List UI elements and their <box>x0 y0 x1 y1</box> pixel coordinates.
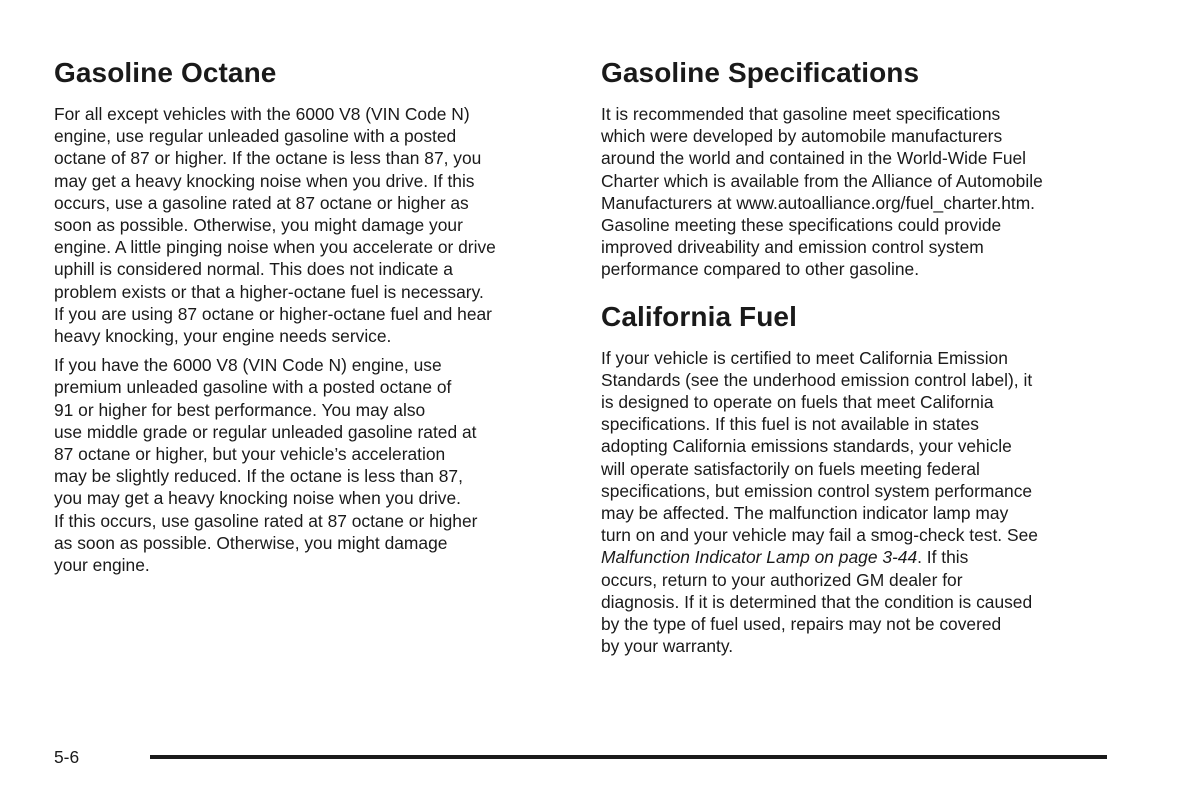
octane-paragraph-2: If you have the 6000 V8 (VIN Code N) engine, use premium unleaded gasoline with a posted octane of 91 or higher for best performance. You may also use middle grade or regular unleaded gasoline rated at 87 octane or higher, but your vehicle’s acceleration may be slightly reduced. If the octane is less than 87, you may get a heavy knocking noise when you drive. If this occurs, use gasoline rated at 87 octane or higher as soon as possible. Otherwise, you might damage your engine. <box>54 355 478 576</box>
california-fuel-heading: California Fuel <box>601 300 797 332</box>
california-text-end: . If this occurs, return to your authorized GM dealer for diagnosis. If it is determined that the condition is caused by the type of fuel used, repairs may not be covered by your warranty. <box>601 547 1033 657</box>
gasoline-specifications-heading: Gasoline Specifications <box>601 57 920 88</box>
octane-paragraph-1: For all except vehicles with the 6000 V8 (VIN Code N) engine, use regular unleaded gasoline with a posted octane of 87 or higher. If the octane is less than 87, you may get a heavy knocking noise when you drive. If this occurs, use a gasoline rated at 87 octane or higher as soon as possible. Otherwise, you might damage your engine. A little pinging noise when you accelerate or drive uphill is considered normal. This does not indicate a problem exists or that a higher-octane fuel is necessary. If you are using 87 octane or higher-octane fuel and hear heavy knocking, your engine needs service. <box>54 104 496 347</box>
california-fuel-paragraph <box>601 347 1113 658</box>
right-column <box>601 52 1113 664</box>
specifications-paragraph: It is recommended that gasoline meet specifications which were developed by automobile manufacturers around the world and contained in the World-Wide Fuel Charter which is available from the Alliance of Automobile Manufacturers at www.autoalliance.org/fuel_charter.htm. Gasoline meeting these specifications could provide improved driveability and emission control system performance compared to other gasoline. <box>601 104 1043 280</box>
california-text-start: If your vehicle is certified to meet California Emission Standards (see the underhood emission control label), it is designed to operate on fuels that meet California specifications. If this fuel is not available in states adopting California emissions standards, your vehicle will operate satisfactorily on fuels meeting federal specifications, but emission control system performance may be affected. The malfunction indicator lamp may turn on and your vehicle may fail a smog-check test. See <box>601 347 1038 546</box>
gasoline-octane-heading: Gasoline Octane <box>54 57 277 88</box>
malfunction-lamp-reference-link[interactable]: Malfunction Indicator Lamp on page 3-44 <box>601 547 918 568</box>
left-column <box>54 52 564 583</box>
footer-rule <box>150 755 1107 759</box>
page-number: 5-6 <box>54 747 80 767</box>
